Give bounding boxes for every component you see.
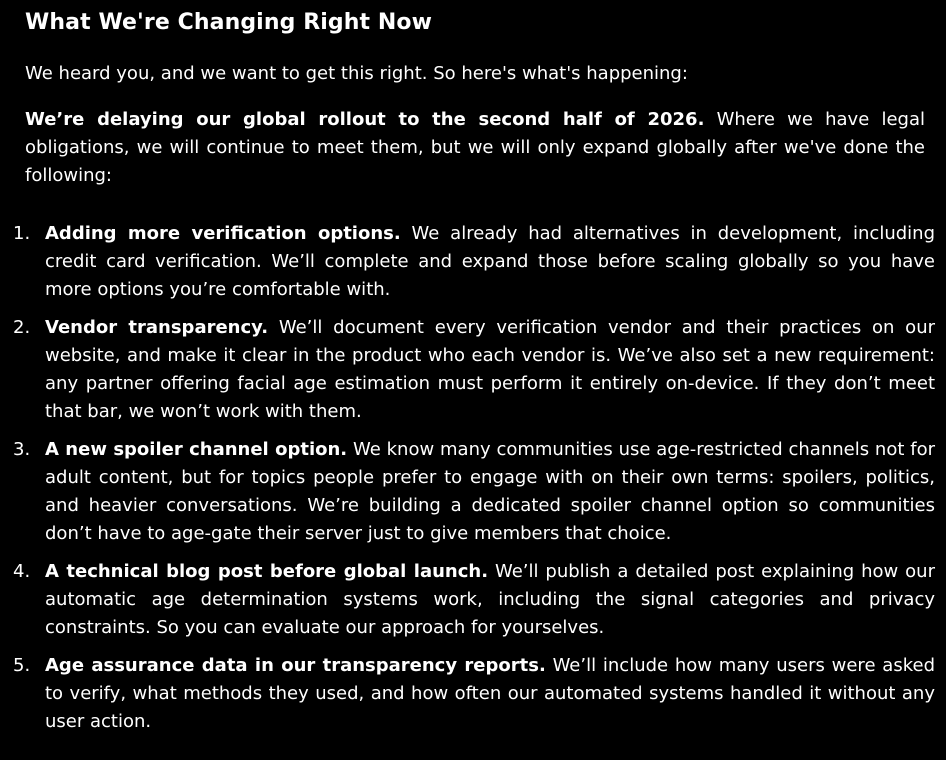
lead-body-text: Where we have legal obligations, we will continue to meet them, but we will only expand globally after we've done the following: [25, 109, 925, 186]
lead-bold-text: We’re delaying our global rollout to the second half of 2026. [25, 109, 705, 130]
list-item-text: We already had alternatives in development, including credit card verification. We’ll complete and expand those before scaling globally so you have more options you’re comfortable with. [45, 223, 936, 300]
section-heading: What We're Changing Right Now [25, 10, 433, 35]
list-item-number: 2. [13, 317, 31, 338]
list-item-title: Adding more verification options. [45, 223, 401, 244]
changes-list [13, 220, 936, 736]
list-item [13, 220, 936, 304]
list-item-title: Vendor transparency. [45, 317, 269, 338]
list-item-title: A technical blog post before global launch. [45, 561, 489, 582]
lead-paragraph [25, 106, 925, 190]
list-item [13, 314, 936, 426]
list-item [13, 436, 935, 548]
list-item-text: We’ll publish a detailed post explaining how our automatic age determination systems work, including the signal categories and privacy constraints. So you can evaluate our approach for yourselves. [45, 561, 935, 638]
list-item [13, 652, 935, 736]
list-item-number: 5. [13, 655, 31, 676]
intro-paragraph: We heard you, and we want to get this right. So here's what's happening: [25, 63, 688, 84]
list-item-text: We know many communities use age-restricted channels not for adult content, but for topics people prefer to engage with on their own terms: spoilers, politics, and heavier conversations. We’re building a dedicated spoiler channel option so communities don’t have to age-gate their server just to give members that choice. [45, 439, 935, 544]
list-item-number: 4. [13, 561, 31, 582]
list-item-title: A new spoiler channel option. [45, 439, 348, 460]
list-item-number: 3. [13, 439, 31, 460]
list-item-number: 1. [13, 223, 31, 244]
list-item-text: We’ll document every verification vendor and their practices on our website, and make it clear in the product who each vendor is. We’ve also set a new requirement: any partner offering facial age estimation must perform it entirely on-device. If they don’t meet that bar, we won’t work with them. [45, 317, 936, 422]
list-item-text: We’ll include how many users were asked to verify, what methods they used, and how often our automated systems handled it without any user action. [45, 655, 935, 732]
list-item-title: Age assurance data in our transparency reports. [45, 655, 546, 676]
list-item [13, 558, 935, 642]
